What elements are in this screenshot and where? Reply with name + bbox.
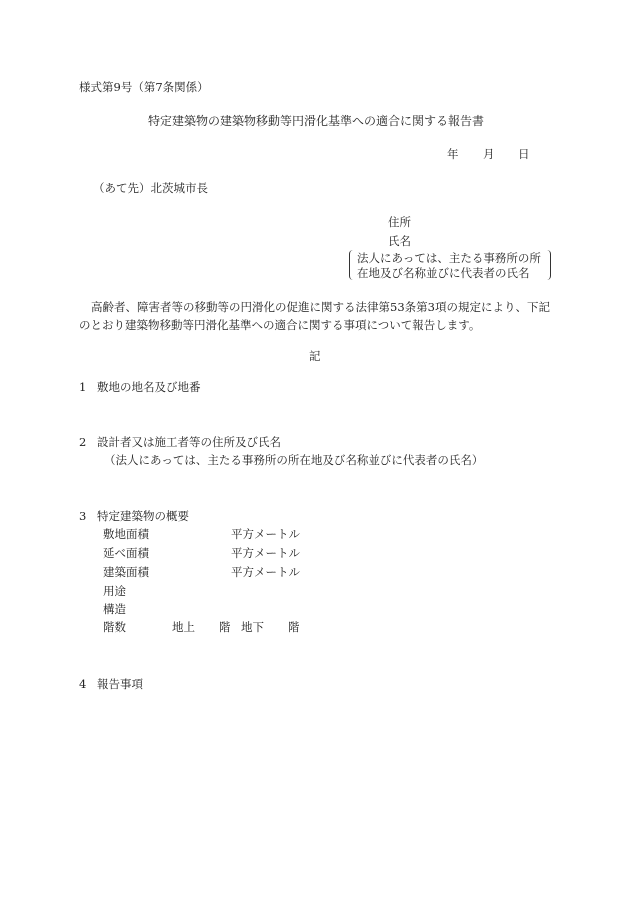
document-title: 特定建築物の建築物移動等円滑化基準への適合に関する報告書 [148, 114, 485, 128]
use-label: 用途 [103, 584, 126, 598]
building-area-unit: 平方メートル [231, 565, 300, 579]
section-1-number: 1 [79, 380, 87, 394]
corporate-note-line1: 法人にあっては、主たる事務所の所 [357, 251, 541, 265]
floor-area-unit: 平方メートル [231, 546, 300, 560]
date-month: 月 [483, 147, 495, 161]
section-2-note: （法人にあっては、主たる事務所の所在地及び名称並びに代表者の氏名） [104, 453, 484, 467]
right-bracket [546, 250, 551, 280]
section-4-number: 4 [79, 677, 87, 691]
section-2-label: 設計者又は施工者等の住所及び氏名 [97, 435, 281, 449]
floors-below-label: 地下 [241, 620, 264, 634]
date-year: 年 [447, 147, 459, 161]
floors-label: 階数 [103, 620, 126, 634]
addressee: （あて先）北茨城市長 [93, 181, 208, 195]
floors-below-unit: 階 [288, 620, 300, 634]
left-bracket [349, 250, 354, 280]
site-area-label: 敷地面積 [103, 527, 149, 541]
body-line-2: のとおり建築物移動等円滑化基準への適合に関する事項について報告します。 [79, 318, 481, 332]
ki-heading: 記 [309, 349, 321, 363]
body-line-1: 高齢者、障害者等の移動等の円滑化の促進に関する法律第53条第3項の規定により、下記 [91, 300, 550, 314]
structure-label: 構造 [103, 602, 126, 616]
section-3-label: 特定建築物の概要 [97, 509, 189, 523]
corporate-note-line2: 在地及び名称並びに代表者の氏名 [357, 266, 530, 280]
name-label: 氏名 [388, 234, 411, 248]
section-1-label: 敷地の地名及び地番 [97, 380, 201, 394]
floors-above-label: 地上 [172, 620, 195, 634]
date-day: 日 [518, 147, 530, 161]
floors-above-unit: 階 [219, 620, 231, 634]
site-area-unit: 平方メートル [231, 527, 300, 541]
building-area-label: 建築面積 [103, 565, 149, 579]
section-4-label: 報告事項 [97, 677, 143, 691]
floor-area-label: 延べ面積 [103, 546, 149, 560]
address-label: 住所 [388, 215, 411, 229]
section-3-number: 3 [79, 509, 87, 523]
form-number: 様式第9号（第7条関係） [79, 80, 209, 94]
section-2-number: 2 [79, 435, 87, 449]
